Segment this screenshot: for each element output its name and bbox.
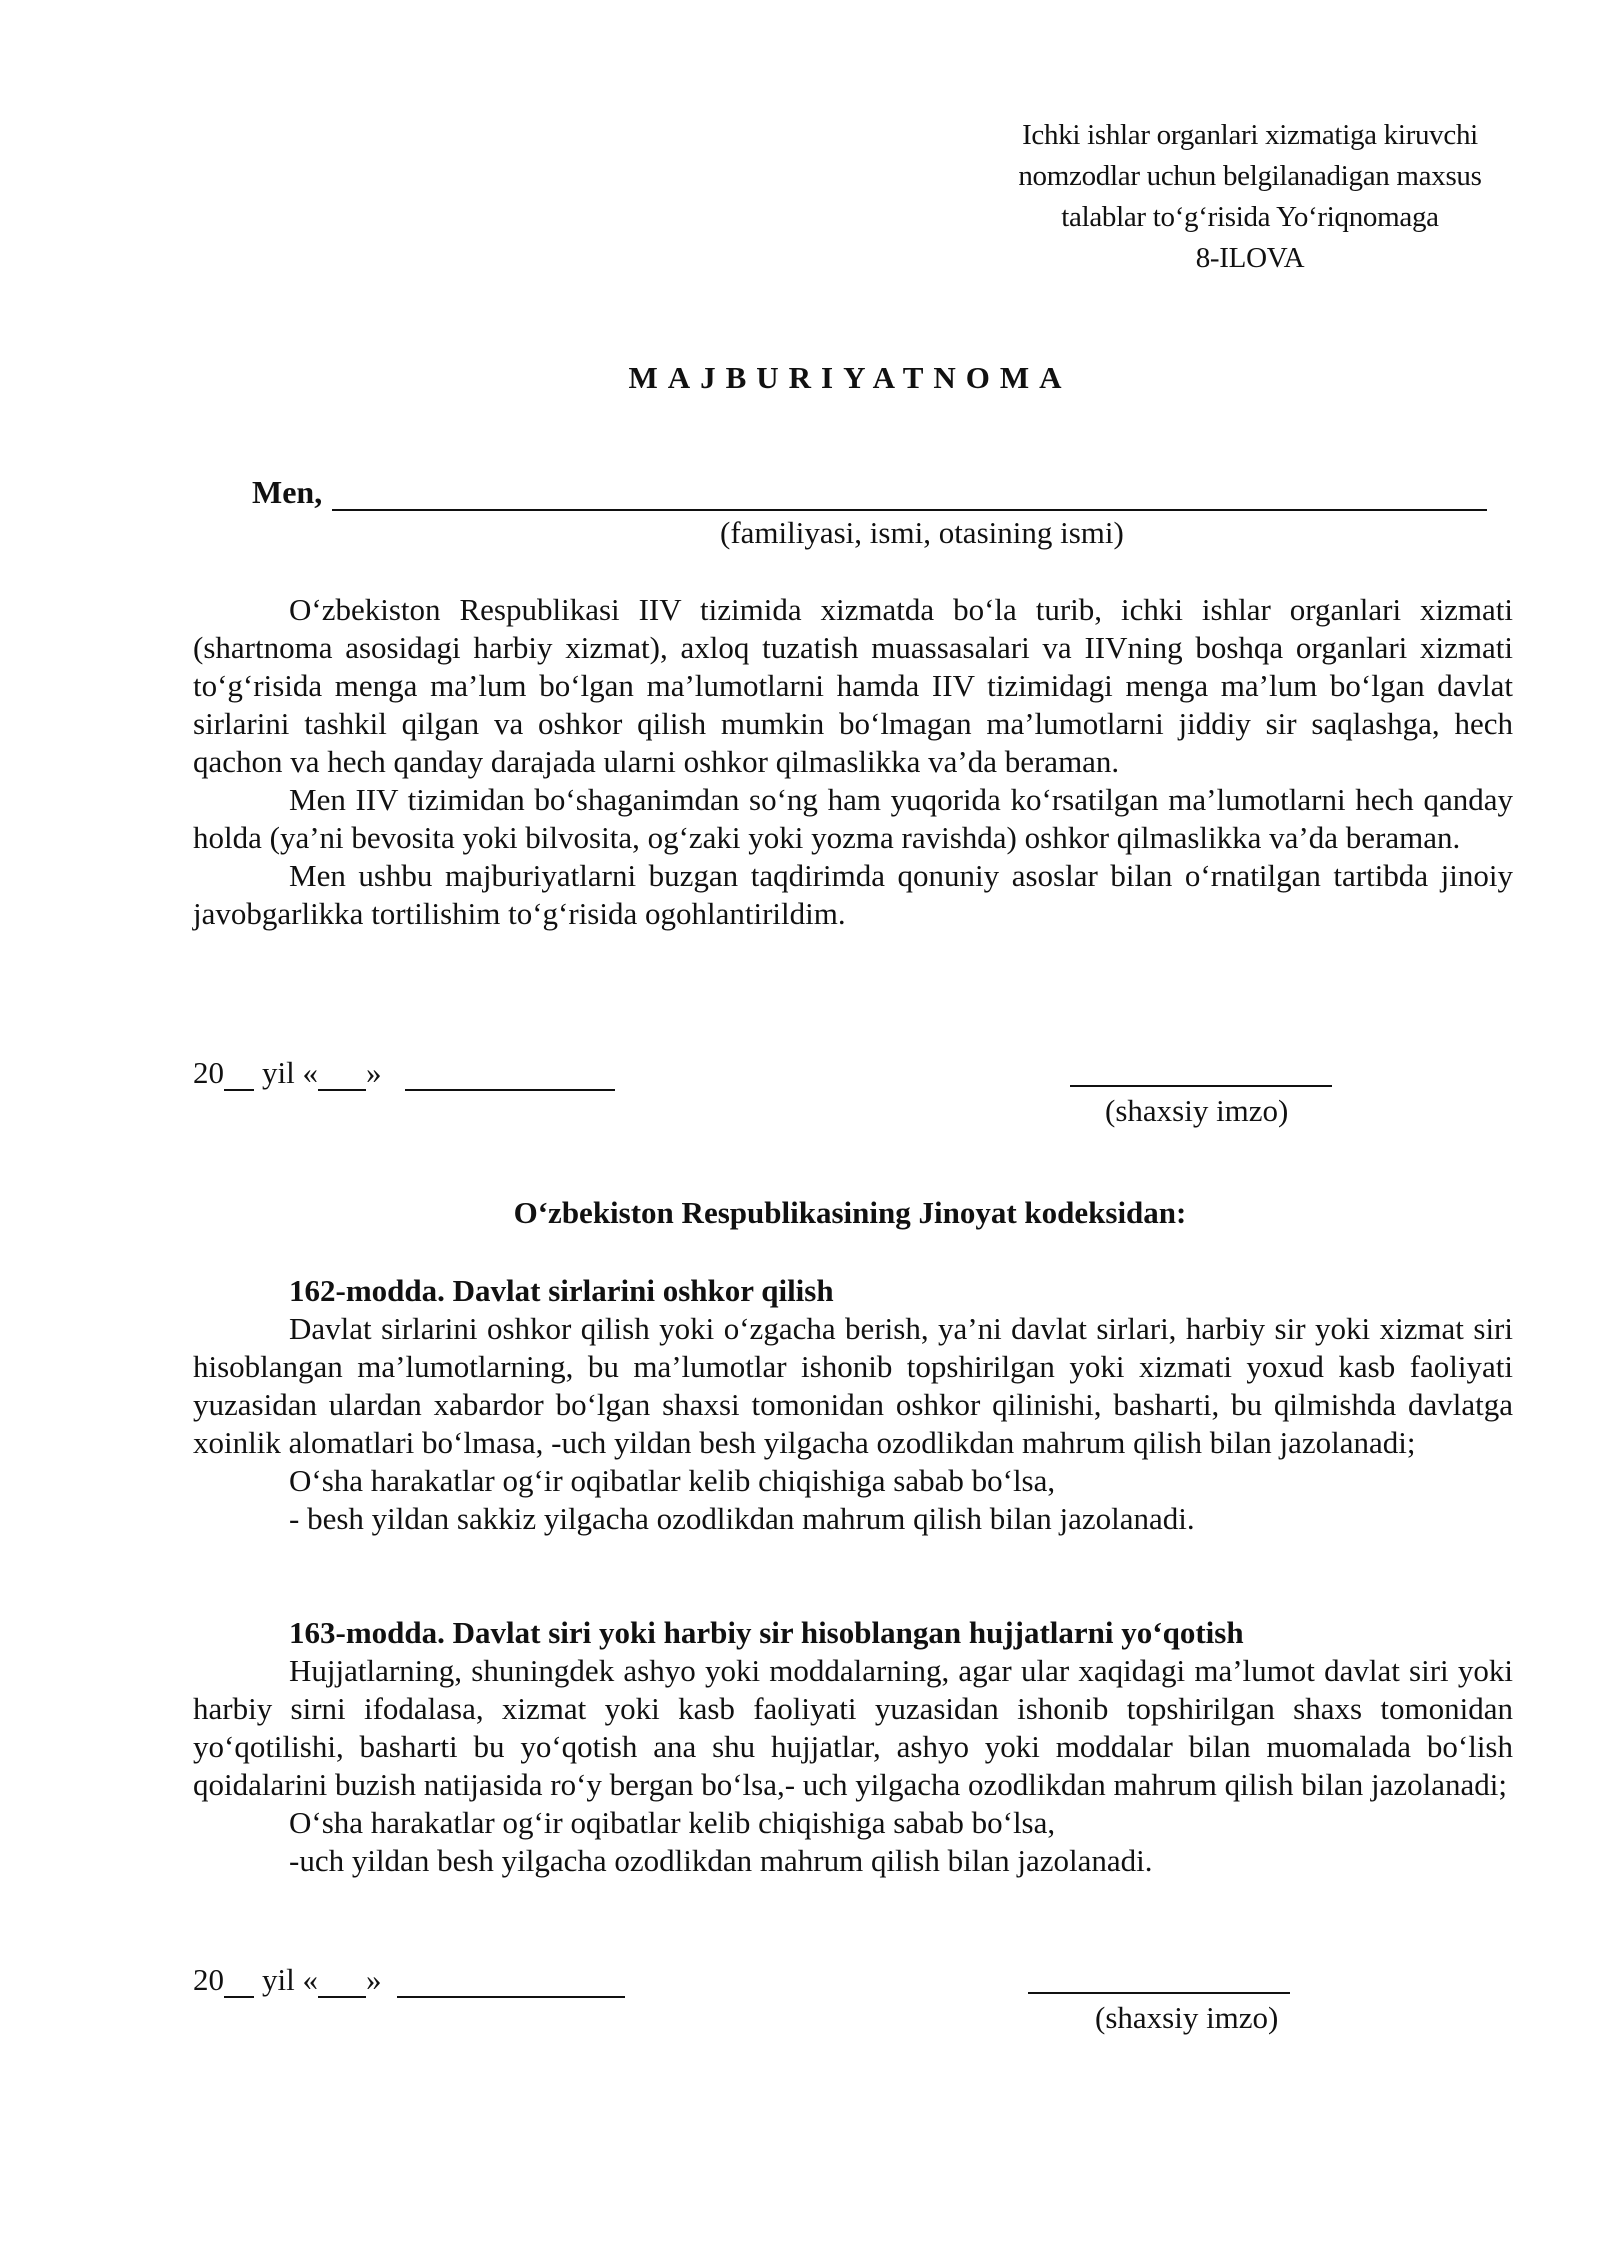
date-line bbox=[193, 1055, 615, 1091]
signature-caption: (shaxsiy imzo) bbox=[1095, 2000, 1279, 2035]
signature-caption: (shaxsiy imzo) bbox=[1105, 1093, 1289, 1128]
article-163 bbox=[193, 1614, 1513, 1880]
article-text: - besh yildan sakkiz yilgacha ozodlikdan mahrum qilish bilan jazolanadi. bbox=[289, 1501, 1195, 1536]
article-title: 162-modda. Davlat sirlarini oshkor qilish bbox=[289, 1273, 834, 1308]
day-close-quote: » bbox=[365, 1962, 382, 1997]
article-text: -uch yildan besh yilgacha ozodlikdan mahrum qilish bilan jazolanadi. bbox=[289, 1843, 1153, 1878]
code-section-title: O‘zbekiston Respublikasining Jinoyat kodeksidan: bbox=[513, 1195, 1187, 1230]
pledge-paragraph: Men IIV tizimidan bo‘shaganimdan so‘ng ham yuqorida ko‘rsatilgan ma’lumotlarni hech qanday holda (ya’ni bevosita yoki bilvosita, og‘zaki yoki yozma ravishda) oshkor qilmaslikka va’da beraman. bbox=[193, 782, 1513, 855]
appendix-note-line: Ichki ishlar organlari xizmatiga kiruvchi bbox=[1022, 119, 1478, 151]
date-line bbox=[193, 1962, 625, 1998]
article-text: Davlat sirlarini oshkor qilish yoki o‘zgacha berish, ya’ni davlat sirlari, harbiy sir yoki xizmat siri hisoblangan ma’lumotlarning, bu ma’lumotlar ishonib topshirilgan yoki xizmati yoxud kasb faoliyati yuzasidan ulardan xabardor bo‘lgan shaxsi tomonidan oshkor qilinishi, basharti, bu qilmishda davlatga xoinlik alomatlari bo‘lmasa, -uch yildan besh yilgacha ozodlikdan mahrum qilish bilan jazolanadi; bbox=[193, 1311, 1513, 1460]
name-blank-field[interactable] bbox=[332, 479, 1487, 511]
men-label: Men, bbox=[252, 474, 323, 510]
article-text: O‘sha harakatlar og‘ir oqibatlar kelib chiqishiga sabab bo‘lsa, bbox=[289, 1463, 1056, 1498]
appendix-note-line: talablar to‘g‘risida Yo‘riqnomaga bbox=[1061, 201, 1439, 233]
pledge-paragraph: Men ushbu majburiyatlarni buzgan taqdirimda qonuniy asoslar bilan o‘rnatilgan tartibda jinoiy javobgarlikka tortilishim to‘g‘risida ogohlantirildim. bbox=[193, 858, 1513, 931]
month-blank-field[interactable] bbox=[397, 1968, 625, 1998]
day-blank-field[interactable] bbox=[318, 1061, 366, 1091]
day-close-quote: » bbox=[365, 1055, 382, 1090]
year-prefix: 20 bbox=[193, 1055, 224, 1090]
pledge-body bbox=[193, 591, 1513, 933]
year-prefix: 20 bbox=[193, 1962, 224, 1997]
year-blank-field[interactable] bbox=[224, 1061, 254, 1091]
day-blank-field[interactable] bbox=[318, 1968, 366, 1998]
yil-label: yil « bbox=[262, 1055, 318, 1090]
article-title: 163-modda. Davlat siri yoki harbiy sir hisoblangan hujjatlarni yo‘qotish bbox=[289, 1615, 1244, 1650]
article-text: Hujjatlarning, shuningdek ashyo yoki moddalarning, agar ular xaqidagi ma’lumot davlat siri yoki harbiy sirni ifodalasa, xizmat yoki kasb faoliyati yuzasidan ishonib topshirilgan shaxs tomonidan yo‘qotilishi, basharti bu yo‘qotish ana shu hujjatlar, ashyo yoki moddalar bilan muomalada bo‘lish qoidalarini buzish natijasida ro‘y bergan bo‘lsa,- uch yilgacha ozodlikdan mahrum qilish bilan jazolanadi; bbox=[193, 1653, 1513, 1802]
article-162 bbox=[193, 1272, 1513, 1538]
appendix-note bbox=[980, 115, 1520, 279]
name-line bbox=[252, 474, 1487, 511]
year-blank-field[interactable] bbox=[224, 1968, 254, 1998]
article-text: O‘sha harakatlar og‘ir oqibatlar kelib chiqishiga sabab bo‘lsa, bbox=[289, 1805, 1056, 1840]
appendix-note-line: nomzodlar uchun belgilanadigan maxsus bbox=[1018, 160, 1482, 192]
document-title: MAJBURIYATNOMA bbox=[628, 360, 1072, 395]
yil-label: yil « bbox=[262, 1962, 318, 1997]
appendix-number: 8-ILOVA bbox=[1195, 242, 1305, 274]
pledge-paragraph: O‘zbekiston Respublikasi IIV tizimida xizmatda bo‘la turib, ichki ishlar organlari xizmati (shartnoma asosidagi harbiy xizmat), axloq tuzatish muassasalari va IIVning boshqa organlari xizmati to‘g‘risida menga ma’lum bo‘lgan ma’lumotlarni hamda IIV tizimidagi menga ma’lum bo‘lgan davlat sirlarini tashkil qilgan va oshkor qilish mumkin bo‘lmagan ma’lumotlarni jiddiy sir saqlashga, hech qachon va hech qanday darajada ularni oshkor qilmaslikka va’da beraman. bbox=[193, 592, 1513, 779]
month-blank-field[interactable] bbox=[405, 1061, 615, 1091]
name-caption: (familiyasi, ismi, otasining ismi) bbox=[720, 515, 1124, 550]
signature-blank-field[interactable] bbox=[1028, 1990, 1290, 1994]
signature-blank-field[interactable] bbox=[1070, 1083, 1332, 1087]
